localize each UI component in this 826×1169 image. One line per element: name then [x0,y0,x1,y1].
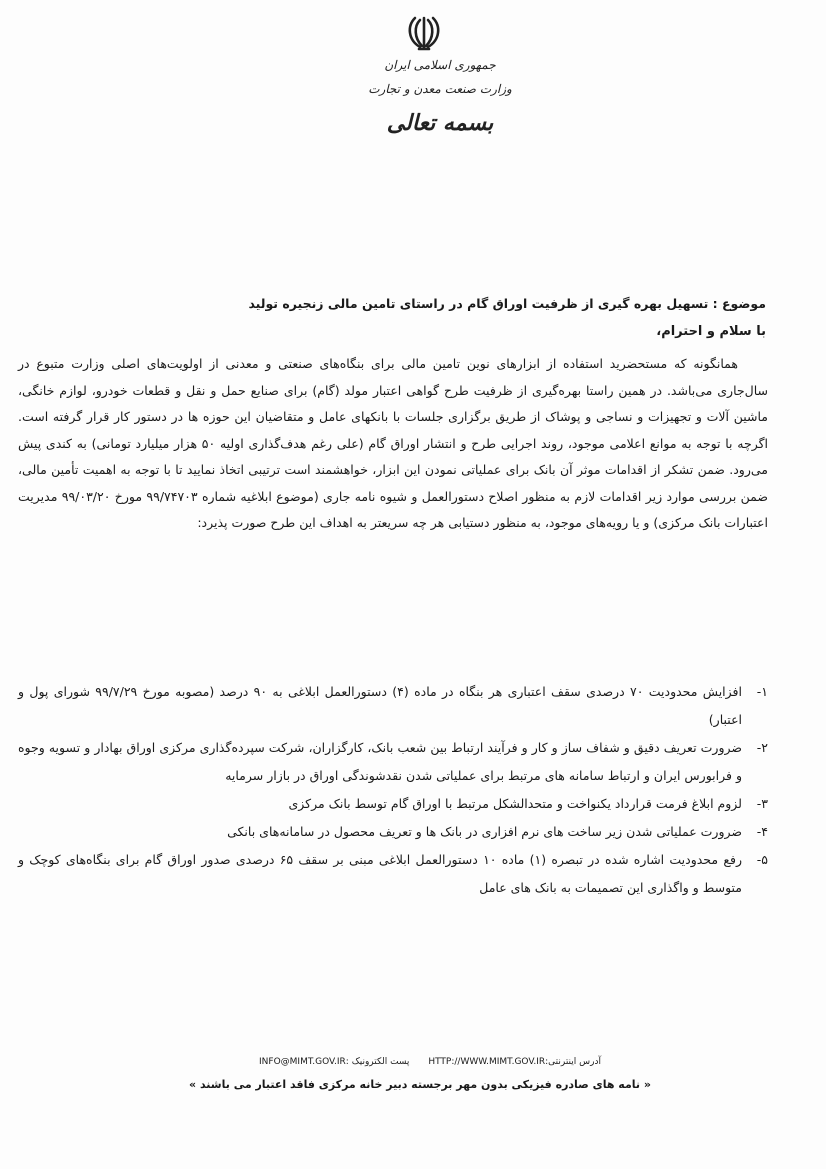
letterhead-ministry: وزارت صنعت معدن و تجارت [368,82,512,96]
letterhead-invocation: بسمه تعالی [386,110,494,136]
footer-email: پست الکترونیک :INFO@MIMT.GOV.IR [259,1057,410,1067]
letter-greeting: با سلام و احترام، [656,324,766,339]
letter-body [18,351,768,537]
item-text: افزایش محدودیت ۷۰ درصدی سقف اعتباری هر بنگاه در ماده (۴) دستورالعمل ابلاغی به ۹۰ درصد (مصوبه مورخ ۹۹/۷/۲۹ شورای پول و اعتبار) [18,684,743,727]
list-item [18,846,768,902]
list-item [18,734,768,790]
letter-subject: موضوع : تسهیل بهره گیری از ظرفیت اوراق گام در راستای تامین مالی زنجیره تولید [248,296,766,311]
item-text: لزوم ابلاغ فرمت قرارداد یکنواخت و متحدالشکل مرتبط با اوراق گام توسط بانک مرکزی [288,796,742,811]
item-text: ضرورت تعریف دقیق و شفاف ساز و کار و فرآیند ارتباط بین شعب بانک، کارگزاران، شرکت سپرده‌گذاری مرکزی اوراق بهادار و تسویه وجوه و فرابورس ایران و ارتباط سامانه های مرتبط برای عملیاتی شدن نقدشوندگی اوراق در بازار سرمایه [18,740,742,783]
item-number: ۱- [756,684,768,699]
footer-contact [230,1057,630,1067]
letterhead-country: جمهوری اسلامی ایران [384,58,496,72]
list-item [18,790,768,818]
item-number: ۵- [756,852,768,867]
item-number: ۲- [756,740,768,755]
list-item [18,818,768,846]
footer-notice: « نامه های صادره فیزیکی بدون مهر برجسته دبیر خانه مرکزی فاقد اعتبار می باشند » [189,1078,651,1091]
item-text: رفع محدودیت اشاره شده در تبصره (۱) ماده ۱۰ دستورالعمل ابلاغی مبنی بر سقف ۶۵ درصدی صدور اوراق گام برای بنگاه‌های کوچک و متوسط و واگذاری این تصمیمات به بانک های عامل [18,852,742,895]
item-number: ۴- [756,824,768,839]
request-list [18,678,768,902]
item-text: ضرورت عملیاتی شدن زیر ساخت های نرم افزاری در بانک ها و تعریف محصول در سامانه‌های بانکی [227,824,742,839]
body-paragraph: همانگونه که مستحضرید استفاده از ابزارهای نوین تامین مالی برای بنگاه‌های صنعتی و معدنی از اولویت‌های اصلی وزارت متبوع در سال‌جاری می‌باشد. در همین راستا بهره‌گیری از ظرفیت طرح گواهی اعتبار مولد (گام) برای صنایع حمل و نقل و قطعات خودرو، لوازم خانگی، ماشین آلات و تجهیزات و نساجی و پوشاک از طریق برگزاری جلسات با بانکهای عامل و متقاضیان این حوزه ها در دستور کار قرار گرفته است. اگرچه با توجه به موانع اعلامی موجود، روند اجرایی طرح و انتشار اوراق گام (علی رغم هدف‌گذاری اولیه ۵۰ هزار میلیارد تومانی) به کندی پیش می‌رود. ضمن تشکر از اقدامات موثر آن بانک برای عملیاتی نمودن این ابزار، خواهشمند است ترتیبی اتخاذ نمایید تا با توجه به اهمیت تأمین مالی، ضمن بررسی موارد زیر اقدامات لازم به منظور اصلاح دستورالعمل و شیوه نامه جاری (موضوع ابلاغیه شماره ۹۹/۷۴۷۰۳ مورخ ۹۹/۰۳/۲۰ مدیریت اعتبارات بانک مرکزی) و یا رویه‌های موجود، به منظور دستیابی هر چه سریعتر به اهداف این طرح صورت پذیرد: [18,356,769,530]
list-item [18,678,768,734]
footer-website: آدرس اینترنتی:HTTP://WWW.MIMT.GOV.IR [428,1057,601,1067]
item-number: ۳- [756,796,768,811]
emblem-icon [404,12,444,52]
